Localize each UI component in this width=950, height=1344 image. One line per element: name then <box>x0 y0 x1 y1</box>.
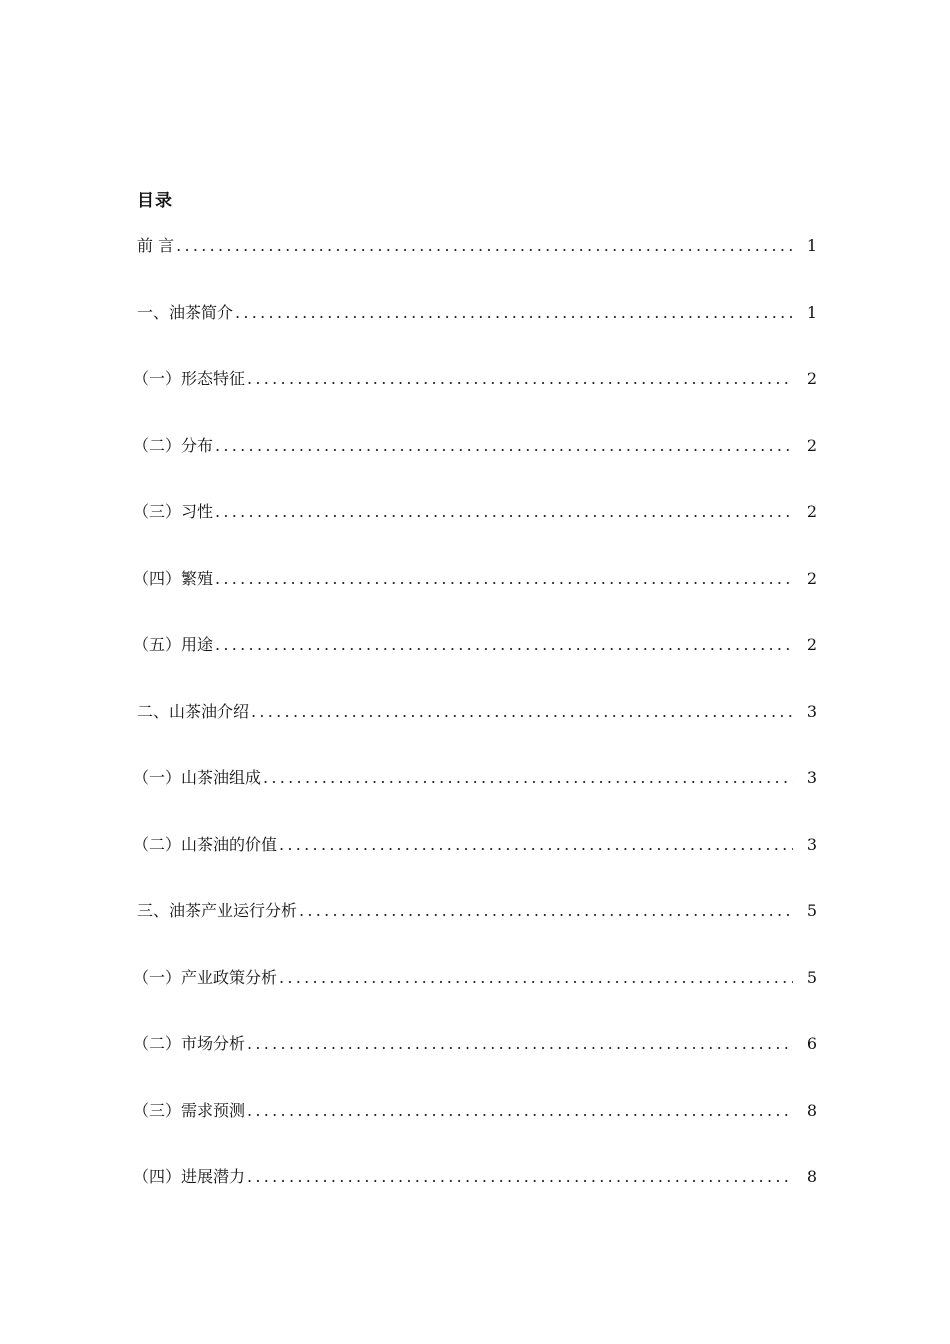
dot-leader <box>235 303 793 322</box>
toc-entry-label: （三）习性 <box>133 502 214 521</box>
toc-entry-page: 3 <box>806 768 817 787</box>
dot-leader <box>251 702 793 721</box>
toc-entry-page: 1 <box>806 302 817 322</box>
dot-leader <box>247 369 793 388</box>
dot-leader <box>215 436 793 455</box>
toc-entry-section-1[interactable] <box>137 300 817 367</box>
toc-entry-section-3-2[interactable] <box>133 1031 817 1098</box>
dot-leader <box>215 635 793 654</box>
toc-entry-label: 一、油茶简介 <box>137 302 234 322</box>
toc-entry-section-3-4[interactable] <box>133 1164 817 1231</box>
toc-entry-label: （一）产业政策分析 <box>133 967 278 987</box>
dot-leader <box>279 835 793 854</box>
toc-entry-page: 2 <box>806 635 817 654</box>
toc-entry-page: 2 <box>806 568 817 588</box>
dot-leader <box>215 569 793 588</box>
toc-entry-page: 6 <box>806 1034 817 1053</box>
toc-entry-section-1-3[interactable] <box>133 499 817 566</box>
toc-entry-section-3-3[interactable] <box>133 1098 817 1165</box>
toc-entry-label: （三）需求预测 <box>133 1100 246 1120</box>
toc-entry-label: 二、山茶油介绍 <box>137 701 250 721</box>
toc-entry-page: 8 <box>806 1100 817 1120</box>
toc-entry-page: 5 <box>806 967 817 987</box>
toc-entry-section-1-2[interactable] <box>133 433 817 500</box>
toc-entry-label: （四）进展潜力 <box>133 1167 246 1186</box>
toc-entry-page: 1 <box>806 236 817 255</box>
toc-entry-section-3-1[interactable] <box>133 965 817 1032</box>
dot-leader <box>247 1101 793 1120</box>
toc-entry-section-2[interactable] <box>137 699 817 766</box>
dot-leader <box>263 768 793 787</box>
toc-list <box>133 233 817 1231</box>
toc-entry-label: （四）繁殖 <box>133 568 214 588</box>
toc-entry-section-2-1[interactable] <box>133 765 817 832</box>
dot-leader <box>247 1167 793 1186</box>
toc-entry-label: （一）山茶油组成 <box>133 768 262 787</box>
toc-entry-label: （二）分布 <box>133 435 214 455</box>
toc-entry-label: （五）用途 <box>133 635 214 654</box>
toc-entry-page: 2 <box>806 369 817 388</box>
toc-entry-section-1-4[interactable] <box>133 566 817 633</box>
toc-entry-section-3[interactable] <box>137 898 817 965</box>
toc-entry-label: （二）市场分析 <box>133 1034 246 1053</box>
toc-entry-section-1-1[interactable] <box>133 366 817 433</box>
toc-entry-page: 2 <box>806 435 817 455</box>
dot-leader <box>215 502 793 521</box>
toc-entry-label: 前 言 <box>137 236 175 255</box>
toc-entry-page: 2 <box>806 502 817 521</box>
toc-entry-page: 5 <box>806 901 817 920</box>
toc-entry-section-1-5[interactable] <box>133 632 817 699</box>
toc-entry-section-2-2[interactable] <box>133 832 817 899</box>
toc-entry-label: （一）形态特征 <box>133 369 246 388</box>
toc-entry-page: 8 <box>806 1167 817 1186</box>
toc-entry-page: 3 <box>806 701 817 721</box>
dot-leader <box>299 901 793 920</box>
dot-leader <box>176 236 793 255</box>
toc-title: 目录 <box>137 191 173 211</box>
toc-entry-label: 三、油茶产业运行分析 <box>137 901 298 920</box>
dot-leader <box>247 1034 793 1053</box>
toc-entry-page: 3 <box>806 834 817 854</box>
toc-entry-preface[interactable] <box>137 233 817 300</box>
toc-entry-label: （二）山茶油的价值 <box>133 834 278 854</box>
dot-leader <box>279 968 793 987</box>
